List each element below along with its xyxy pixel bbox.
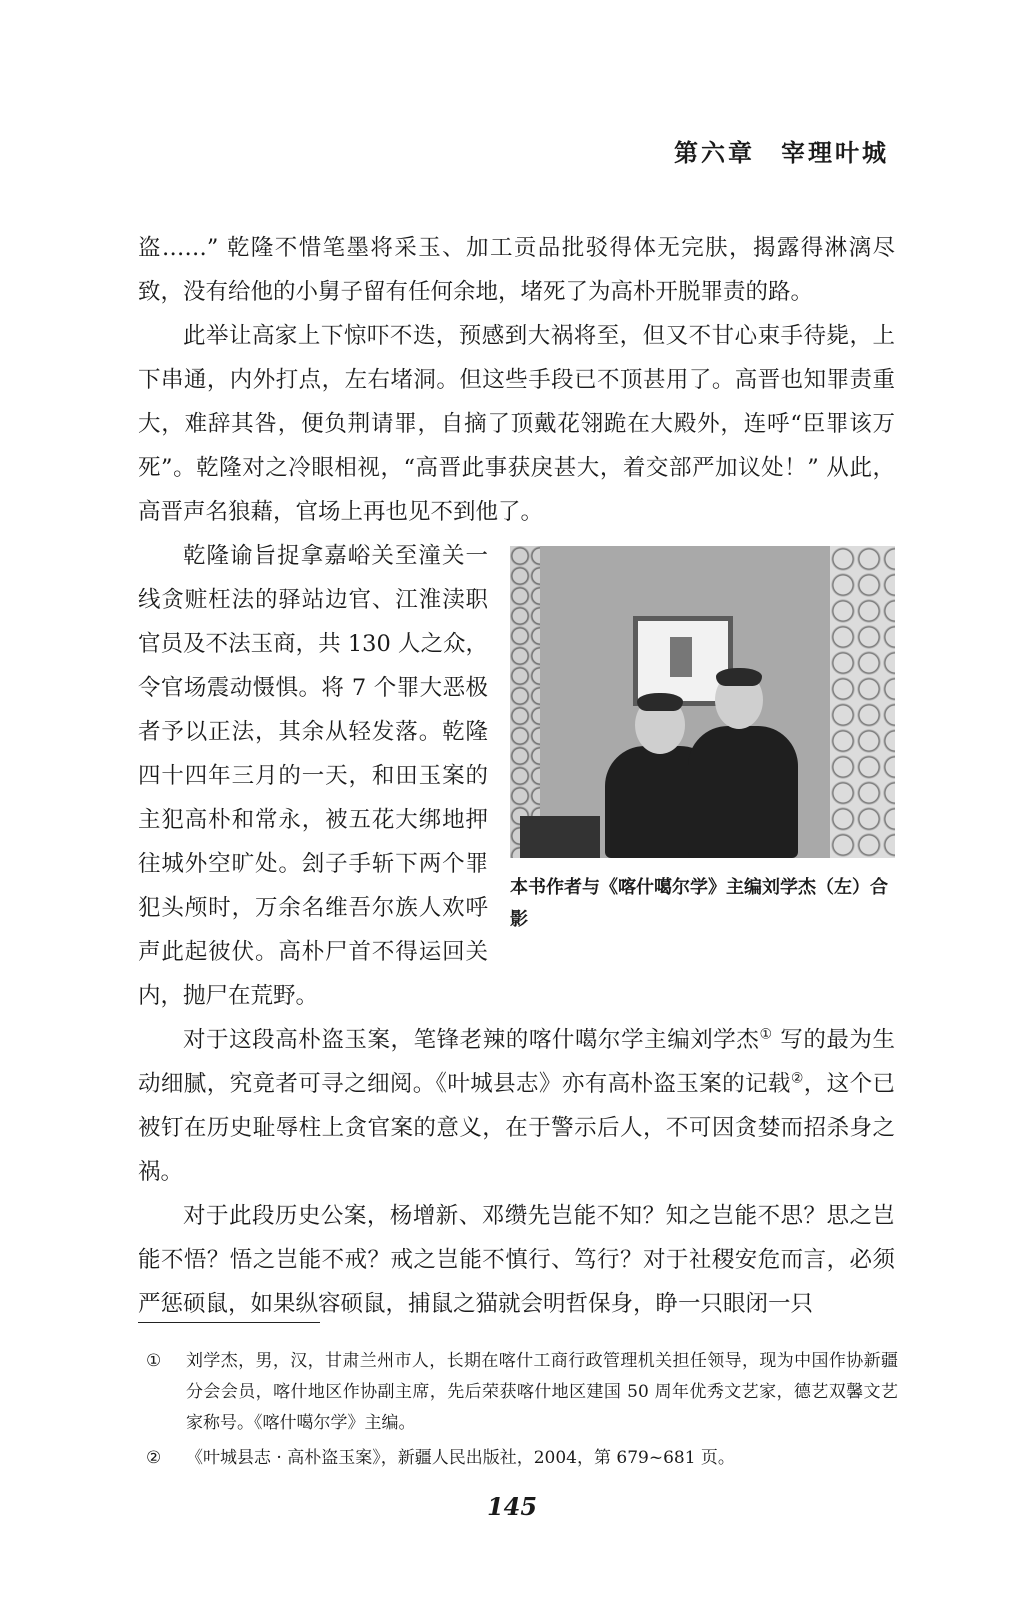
footnote-text: 《叶城县志 · 高朴盗玉案》，新疆人民出版社，2004，第 679~681 页。: [186, 1448, 735, 1468]
chapter-title: 宰理叶城: [781, 138, 889, 167]
footnote-2: [138, 1443, 898, 1474]
paragraph-2: 此举让高家上下惊吓不迭，预感到大祸将至，但又不甘心束手待毙，上下串通，内外打点，左右堵洞。但这些手段已不顶甚用了。高晋也知罪责重大，难辞其咎，便负荆请罪，自摘了顶戴花翎跪在大殿外，连呼“臣罪该万死”。乾隆对之冷眼相视，“高晋此事获戾甚大，着交部严加议处！” 从此，高晋声名狼藉，官场上再也见不到他了。: [138, 323, 895, 525]
photo: [510, 546, 895, 858]
running-head: [674, 133, 889, 168]
body-text: [138, 226, 895, 1326]
photo-caption: 本书作者与《喀什噶尔学》主编刘学杰（左）合影: [510, 877, 888, 930]
paragraph-4: 对于这段高朴盗玉案，笔锋老辣的喀什噶尔学主编刘学杰① 写的最为生动细腻，究竟者可寻之细阅。《叶城县志》亦有高朴盗玉案的记载②，这个已被钉在历史耻辱柱上贪官案的意义，在于警示后人，不可因贪婪而招杀身之祸。: [138, 1026, 895, 1185]
footnote-1: [138, 1346, 898, 1439]
paragraph-1: 盗……” 乾隆不惜笔墨将采玉、加工贡品批驳得体无完肤，揭露得淋漓尽致，没有给他的小舅子留有任何余地，堵死了为高朴开脱罪责的路。: [138, 235, 895, 305]
footnote-ref-1[interactable]: ①: [759, 1026, 773, 1043]
paragraph-3: 乾隆谕旨捉拿嘉峪关至潼关一线贪赃枉法的驿站边官、江淮渎职官员及不法玉商，共 130 人之众，令官场震动慑惧。将 7 个罪大恶极者予以正法，其余从轻发落。乾隆四十四年三月的一天，和田玉案的主犯高朴和常永，被五花大绑地押往城外空旷处。刽子手斩下两个罪犯头颅时，万余名维吾尔族人欢呼声此起彼伏。高朴尸首不得运回关内，抛尸在荒野。: [138, 543, 488, 1009]
footnote-mark: ②: [146, 1448, 162, 1468]
footnote-divider: [138, 1322, 320, 1323]
person-right: [688, 726, 798, 858]
page-number: 145: [486, 1492, 538, 1521]
footnotes: [138, 1346, 898, 1478]
paragraph-5: 对于此段历史公案，杨增新、邓缵先岂能不知？知之岂能不思？思之岂能不悟？悟之岂能不戒？戒之岂能不慎行、笃行？对于社稷安危而言，必须严惩硕鼠，如果纵容硕鼠，捕鼠之猫就会明哲保身，睁一只眼闭一只: [138, 1203, 895, 1317]
footnote-text: 刘学杰，男，汉，甘肃兰州市人，长期在喀什工商行政管理机关担任领导，现为中国作协新疆分会会员，喀什地区作协副主席，先后荣获喀什地区建国 50 周年优秀文艺家，德艺双馨文艺家称号。《喀什噶尔学》主编。: [186, 1351, 898, 1433]
footnote-mark: ①: [146, 1351, 162, 1371]
photo-figure: [510, 546, 895, 936]
chapter-number: 第六章: [674, 138, 755, 167]
footnote-ref-2[interactable]: ②: [790, 1070, 804, 1087]
